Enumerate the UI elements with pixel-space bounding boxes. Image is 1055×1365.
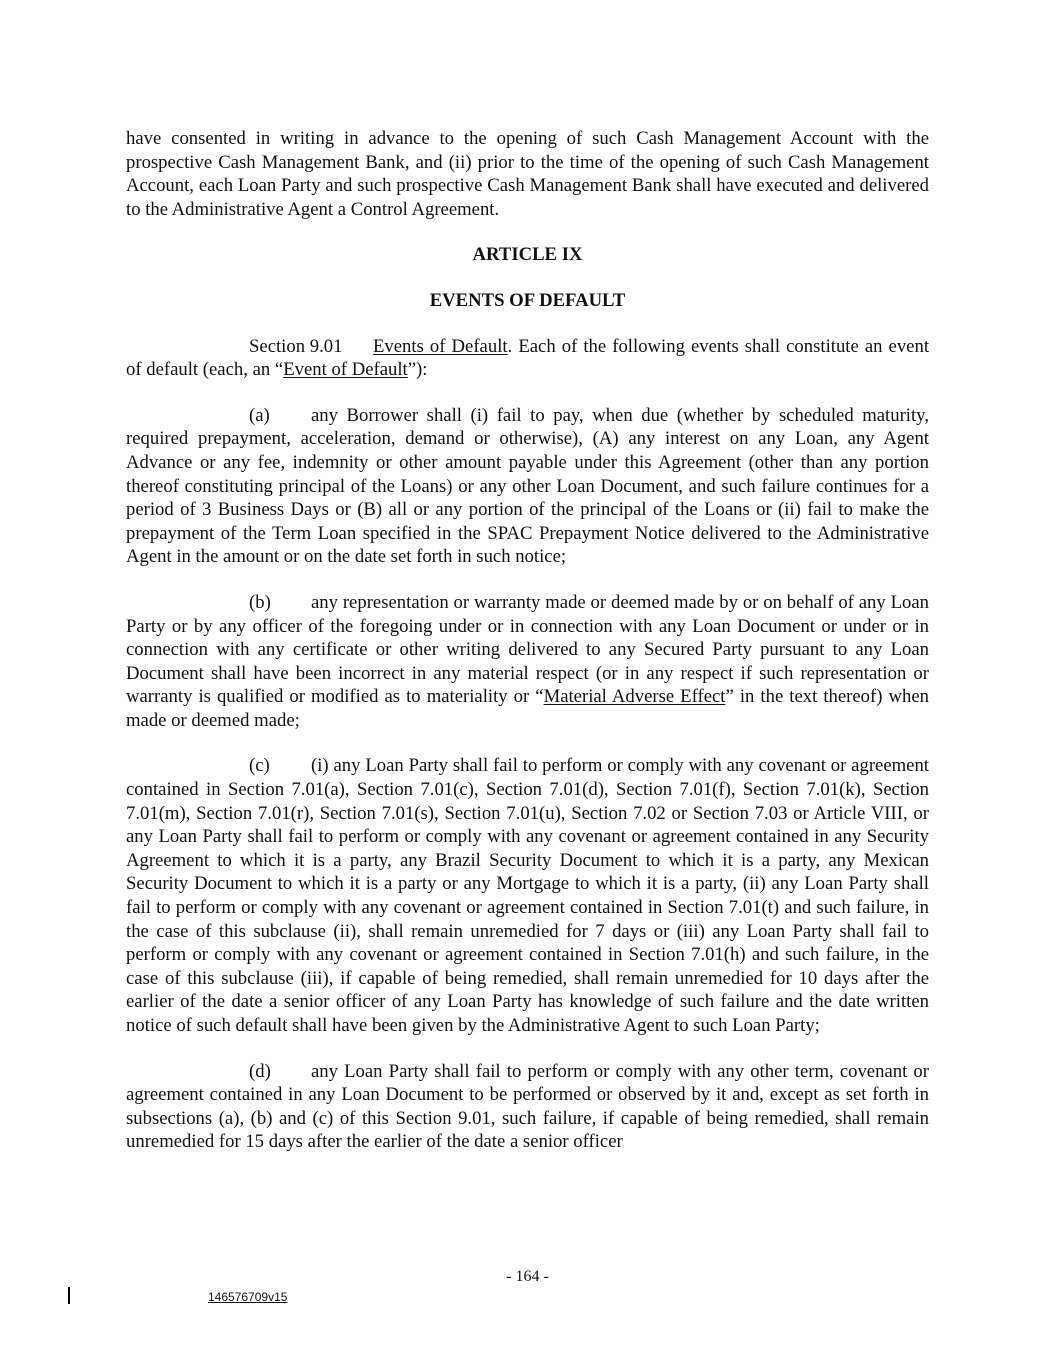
change-bar xyxy=(68,1287,70,1304)
continuation-paragraph: have consented in writing in advance to the opening of such Cash Management Account with the prospective Cash Management Bank, and (ii) prior to the time of the opening of such Cash Management Account, each Loan Party and such prospective Cash Management Bank shall have executed and delivered to the Administrative Agent a Control Agreement. xyxy=(126,128,929,220)
clause-d-label: (d) xyxy=(249,1060,271,1082)
clause-b xyxy=(126,591,929,733)
defined-term-event-of-default: Event of Default xyxy=(283,359,408,381)
clause-a-text: any Borrower shall (i) fail to pay, when due (whether by scheduled maturity, required prepayment, acceleration, demand or otherwise), (A) any interest on any Loan, any Agent Advance or any fee, indemnity or other amount payable under this Agreement (other than any portion thereof constituting principal of the Loans) or any other Loan Document, and such failure continues for a period of 3 Business Days or (B) all or any portion of the principal of the Loans or (ii) fail to make the prepayment of the Term Loan specified in the SPAC Prepayment Notice delivered to the Administrative Agent in the amount or on the date set forth in such notice; xyxy=(126,404,929,568)
article-title: EVENTS OF DEFAULT xyxy=(429,289,626,311)
section-number: Section 9.01 xyxy=(249,335,343,357)
clause-a xyxy=(126,404,929,569)
document-id: 146576709v15 xyxy=(208,1290,288,1304)
page-number: - 164 - xyxy=(506,1268,549,1285)
clause-a-label: (a) xyxy=(249,404,270,426)
article-number: ARTICLE IX xyxy=(472,244,583,266)
clause-c xyxy=(126,754,929,1037)
section-heading: Events of Default xyxy=(373,335,508,357)
defined-term-material-adverse-effect: Material Adverse Effect xyxy=(543,686,726,708)
clause-d-text: any Loan Party shall fail to perform or comply with any other term, covenant or agreement contained in any Loan Document to be performed or observed by it and, except as set forth in subsections (a), (b) and (c) of this Section 9.01, such failure, if capable of being remedied, shall remain unremedied for 15 days after the earlier of the date a senior officer xyxy=(126,1060,929,1153)
section-9-01-paragraph xyxy=(126,335,929,382)
clause-d xyxy=(126,1060,929,1154)
clause-b-text-end: ” in the text thereof) when made or deemed made; xyxy=(126,686,929,731)
section-intro-closing: ”): xyxy=(407,359,428,381)
clause-b-label: (b) xyxy=(249,591,271,613)
document-page xyxy=(126,127,929,1154)
clause-c-label: (c) xyxy=(249,755,270,777)
clause-c-text: (i) any Loan Party shall fail to perform or comply with any covenant or agreement contained in Section 7.01(a), Section 7.01(c), Section 7.01(d), Section 7.01(f), Section 7.01(k), Section 7.01(m), Section 7.01(r), Section 7.01(s), Section 7.01(u), Section 7.02 or Section 7.03 or Article VIII, or any Loan Party shall fail to perform or comply with any covenant or agreement contained in any Security Agreement to which it is a party, any Brazil Security Document to which it is a party, any Mexican Security Document to which it is a party or any Mortgage to which it is a party, (ii) any Loan Party shall fail to perform or comply with any covenant or agreement contained in Section 7.01(t) and such failure, in the case of this subclause (ii), shall remain unremedied for 7 days or (iii) any Loan Party shall fail to perform or comply with any covenant or agreement contained in Section 7.01(h) and such failure, in the case of this subclause (iii), if capable of being remedied, shall remain unremedied for 10 days after the earlier of the date a senior officer of any Loan Party has knowledge of such failure and the date written notice of such default shall have been given by the Administrative Agent to such Loan Party; xyxy=(126,755,929,1036)
section-intro-text: . Each of the following events shall constitute an event of default (each, an “ xyxy=(126,335,930,381)
clause-b-text: any representation or warranty made or deemed made by or on behalf of any Loan Party or by any officer of the foregoing under or in connection with any Loan Document or under or in connection with any certificate or other writing delivered to any Secured Party pursuant to any Loan Document shall have been incorrect in any material respect (or in any respect if such representation or warranty is qualified or modified as to materiality or “ xyxy=(126,591,929,708)
